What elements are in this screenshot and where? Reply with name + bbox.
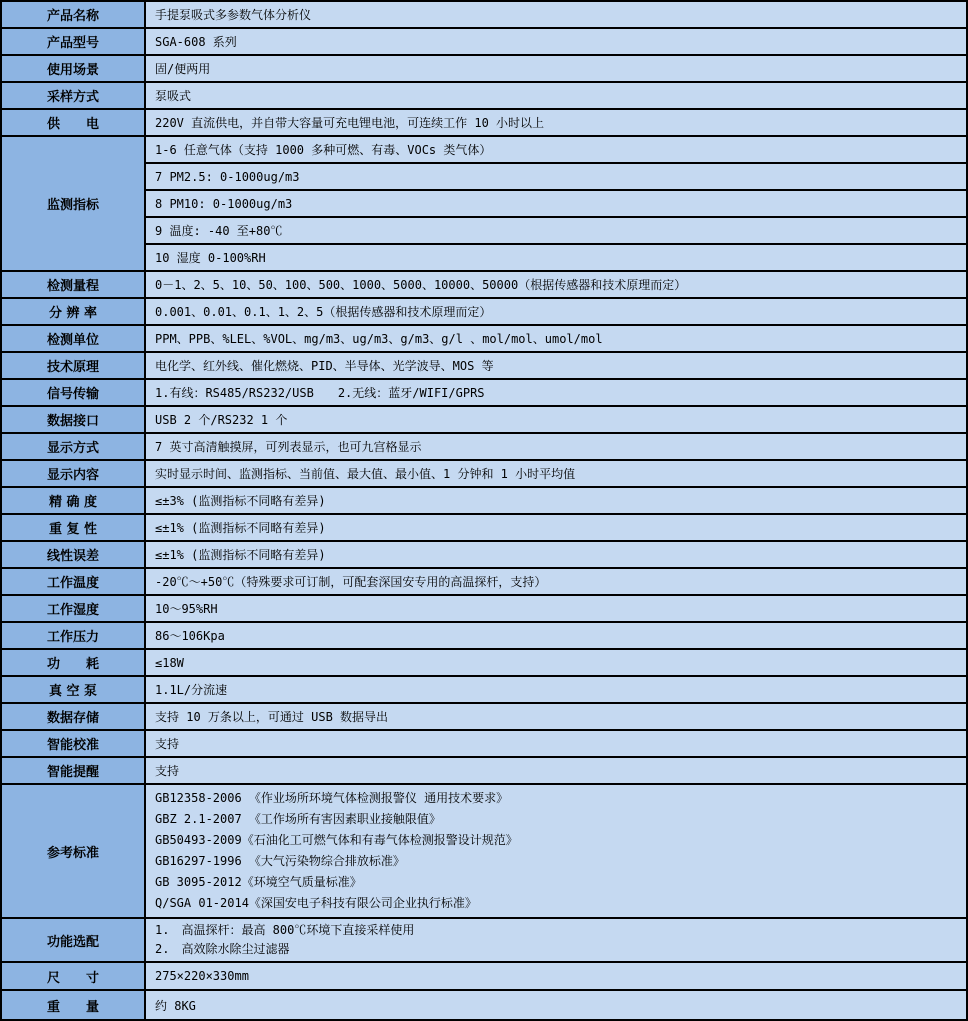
table-row <box>1 379 967 406</box>
spec-label: 显示内容 <box>1 460 145 487</box>
spec-value: 1-6 任意气体（支持 1000 多种可燃、有毒、VOCs 类气体） <box>145 136 967 163</box>
table-row <box>1 568 967 595</box>
spec-value: 1.有线：RS485/RS232/USB 2.无线：蓝牙/WIFI/GPRS <box>145 379 967 406</box>
spec-value: 0.001、0.01、0.1、1、2、5（根据传感器和技术原理而定） <box>145 298 967 325</box>
table-row <box>1 136 967 163</box>
spec-label: 工作温度 <box>1 568 145 595</box>
spec-label: 功 耗 <box>1 649 145 676</box>
spec-label: 产品名称 <box>1 1 145 28</box>
table-row <box>1 82 967 109</box>
spec-line: GB 3095-2012《环境空气质量标准》 <box>155 875 362 889</box>
spec-label: 工作湿度 <box>1 595 145 622</box>
table-row <box>1 703 967 730</box>
table-row <box>1 676 967 703</box>
table-row <box>1 784 967 918</box>
table-row <box>1 271 967 298</box>
spec-value: 1.1L/分流速 <box>145 676 967 703</box>
spec-value: ≤±1% (监测指标不同略有差异) <box>145 541 967 568</box>
table-row <box>1 622 967 649</box>
spec-value: ≤±3% (监测指标不同略有差异) <box>145 487 967 514</box>
table-row <box>1 28 967 55</box>
table-row <box>1 649 967 676</box>
spec-value: 86～106Kpa <box>145 622 967 649</box>
spec-value: SGA-608 系列 <box>145 28 967 55</box>
table-row <box>1 595 967 622</box>
spec-line: GB16297-1996 《大气污染物综合排放标准》 <box>155 854 405 868</box>
table-row <box>1 1 967 28</box>
spec-label: 重 复 性 <box>1 514 145 541</box>
spec-line: 2. 高效除水除尘过滤器 <box>155 942 290 956</box>
spec-value: 220V 直流供电，并自带大容量可充电锂电池，可连续工作 10 小时以上 <box>145 109 967 136</box>
spec-value: 支持 <box>145 730 967 757</box>
spec-label: 使用场景 <box>1 55 145 82</box>
table-row <box>1 514 967 541</box>
table-row <box>1 55 967 82</box>
spec-value: -20℃～+50℃（特殊要求可订制，可配套深国安专用的高温探杆，支持） <box>145 568 967 595</box>
table-row <box>1 163 967 190</box>
spec-label: 精 确 度 <box>1 487 145 514</box>
spec-value: 10～95%RH <box>145 595 967 622</box>
spec-value: 8 PM10: 0-1000ug/m3 <box>145 190 967 217</box>
table-row <box>1 325 967 352</box>
spec-value: ≤18W <box>145 649 967 676</box>
spec-label: 采样方式 <box>1 82 145 109</box>
spec-value: 固/便两用 <box>145 55 967 82</box>
spec-value: 275×220×330mm <box>145 962 967 990</box>
spec-label: 技术原理 <box>1 352 145 379</box>
table-row <box>1 990 967 1020</box>
spec-label: 工作压力 <box>1 622 145 649</box>
spec-line: GB12358-2006 《作业场所环境气体检测报警仪 通用技术要求》 <box>155 791 509 805</box>
spec-value: 手提泵吸式多参数气体分析仪 <box>145 1 967 28</box>
spec-label: 参考标准 <box>1 784 145 918</box>
table-row <box>1 217 967 244</box>
spec-line: 1. 高温探杆：最高 800℃环境下直接采样使用 <box>155 923 415 937</box>
spec-value: USB 2 个/RS232 1 个 <box>145 406 967 433</box>
spec-label: 检测单位 <box>1 325 145 352</box>
spec-label: 数据接口 <box>1 406 145 433</box>
spec-label: 显示方式 <box>1 433 145 460</box>
table-row <box>1 352 967 379</box>
spec-value: 泵吸式 <box>145 82 967 109</box>
spec-value: 支持 <box>145 757 967 784</box>
spec-label: 信号传输 <box>1 379 145 406</box>
table-row <box>1 918 967 962</box>
spec-label: 重 量 <box>1 990 145 1020</box>
spec-label: 监测指标 <box>1 136 145 271</box>
table-row <box>1 109 967 136</box>
spec-value: 9 温度: -40 至+80℃ <box>145 217 967 244</box>
spec-label: 尺 寸 <box>1 962 145 990</box>
spec-line: Q/SGA 01-2014《深国安电子科技有限公司企业执行标准》 <box>155 896 477 910</box>
spec-value: 10 湿度 0-100%RH <box>145 244 967 271</box>
spec-value: 7 英寸高清触摸屏，可列表显示，也可九宫格显示 <box>145 433 967 460</box>
spec-value: ≤±1% (监测指标不同略有差异) <box>145 514 967 541</box>
table-row <box>1 730 967 757</box>
table-row <box>1 757 967 784</box>
spec-label: 分 辨 率 <box>1 298 145 325</box>
spec-label: 检测量程 <box>1 271 145 298</box>
spec-label: 真 空 泵 <box>1 676 145 703</box>
table-row <box>1 962 967 990</box>
spec-value: 实时显示时间、监测指标、当前值、最大值、最小值、1 分钟和 1 小时平均值 <box>145 460 967 487</box>
spec-line: GBZ 2.1-2007 《工作场所有害因素职业接触限值》 <box>155 812 441 826</box>
spec-label: 智能提醒 <box>1 757 145 784</box>
spec-value <box>145 918 967 962</box>
table-row <box>1 433 967 460</box>
spec-label: 数据存储 <box>1 703 145 730</box>
spec-value <box>145 784 967 918</box>
spec-label: 线性误差 <box>1 541 145 568</box>
table-row <box>1 541 967 568</box>
spec-line: GB50493-2009《石油化工可燃气体和有毒气体检测报警设计规范》 <box>155 833 518 847</box>
spec-value: 7 PM2.5: 0-1000ug/m3 <box>145 163 967 190</box>
spec-label: 供 电 <box>1 109 145 136</box>
spec-value: 电化学、红外线、催化燃烧、PID、半导体、光学波导、MOS 等 <box>145 352 967 379</box>
spec-label: 智能校准 <box>1 730 145 757</box>
spec-value: PPM、PPB、%LEL、%VOL、mg/m3、ug/m3、g/m3、g/l 、mol/mol、umol/mol <box>145 325 967 352</box>
table-row <box>1 190 967 217</box>
spec-value: 支持 10 万条以上，可通过 USB 数据导出 <box>145 703 967 730</box>
spec-value: 约 8KG <box>145 990 967 1020</box>
spec-value: 0－1、2、5、10、50、100、500、1000、5000、10000、50000（根据传感器和技术原理而定） <box>145 271 967 298</box>
spec-label: 功能选配 <box>1 918 145 962</box>
table-row <box>1 298 967 325</box>
table-row <box>1 244 967 271</box>
table-row <box>1 487 967 514</box>
spec-label: 产品型号 <box>1 28 145 55</box>
table-row <box>1 460 967 487</box>
table-row <box>1 406 967 433</box>
